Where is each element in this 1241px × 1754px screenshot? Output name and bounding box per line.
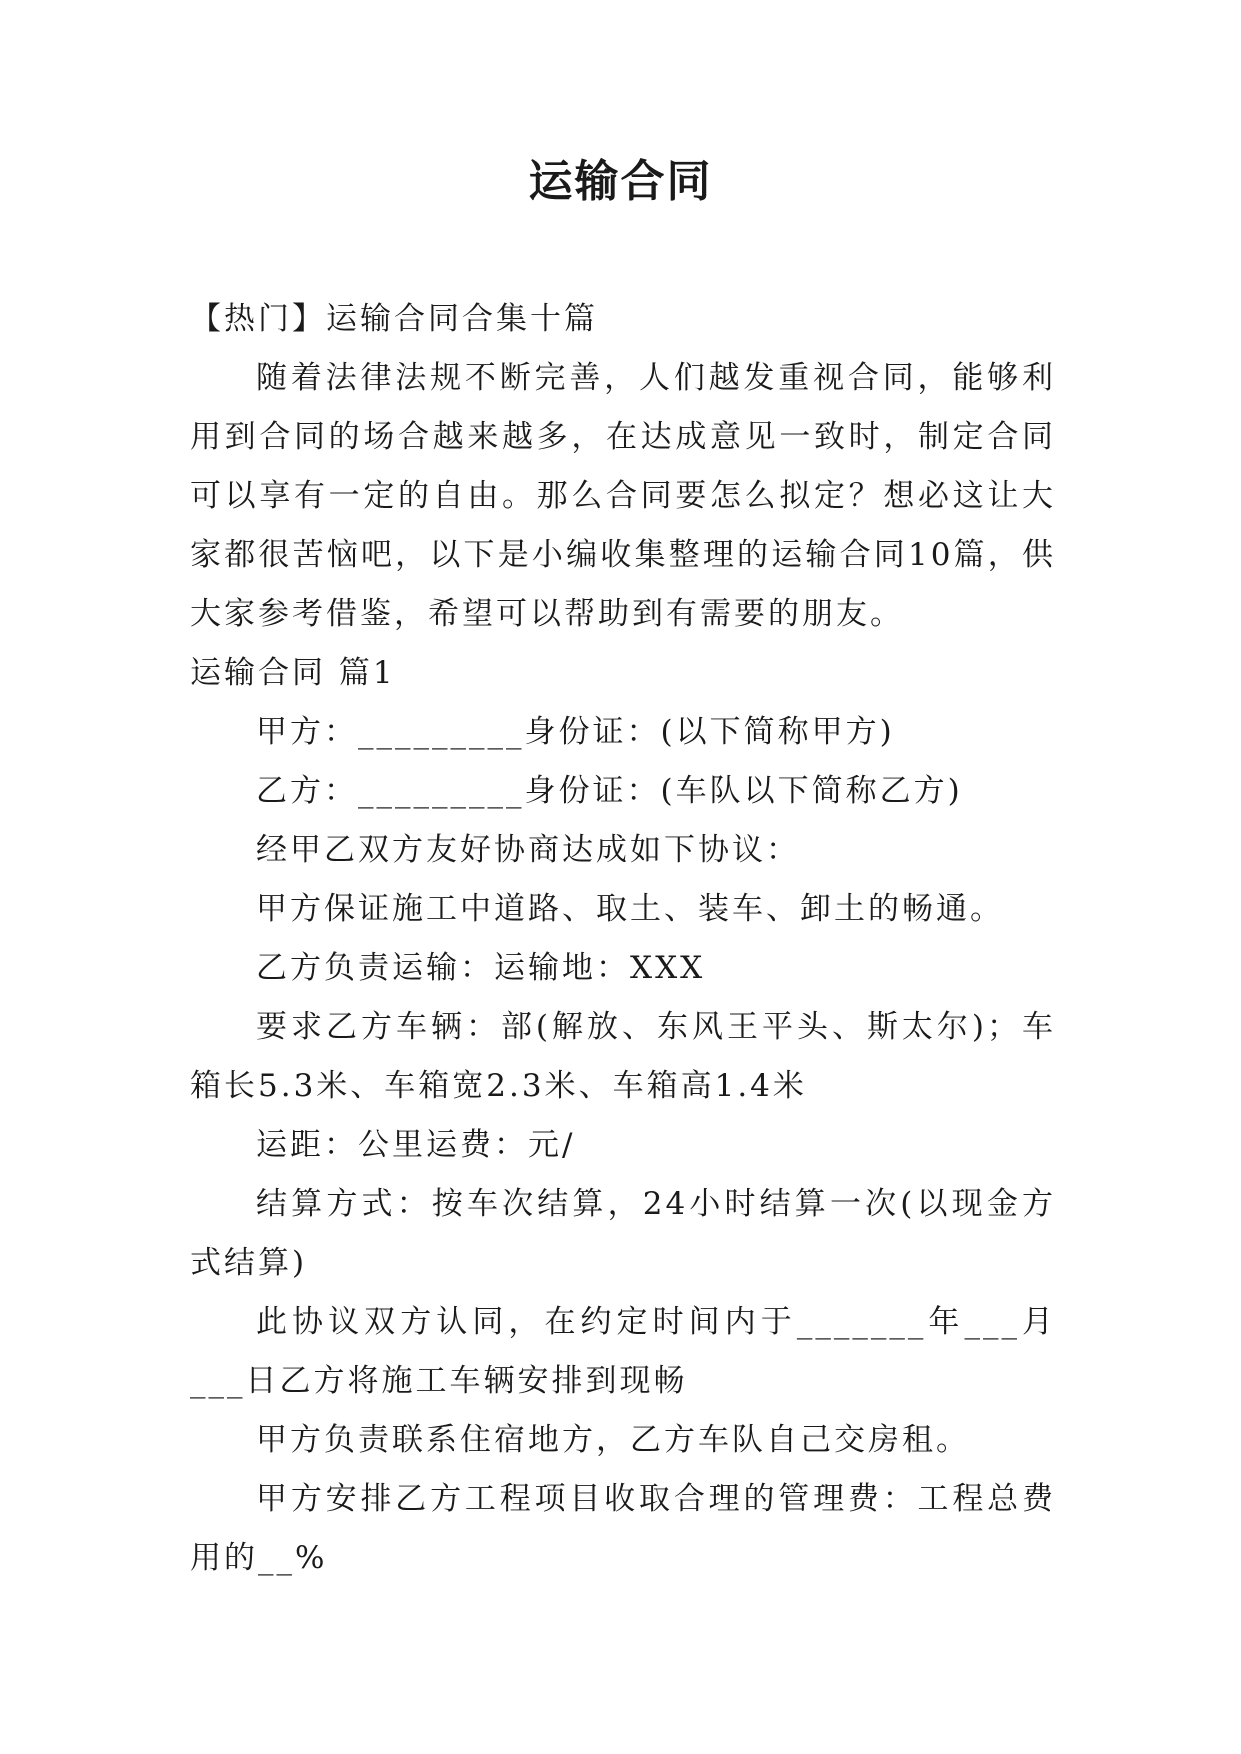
party-a-line: 甲方：_________身份证：(以下简称甲方)	[256, 714, 895, 750]
clause-accommodation: 甲方负责联系住宿地方，乙方车队自己交房租。	[256, 1422, 970, 1458]
agreement-intro: 经甲乙双方友好协商达成如下协议：	[256, 832, 800, 868]
clause-distance-fee: 运距：公里运费：元/	[256, 1127, 576, 1163]
intro-paragraph: 随着法律法规不断完善，人们越发重视合同，能够利用到合同的场合越来越多，在达成意见一致时，制定合同可以享有一定的自由。那么合同要怎么拟定？想必这让大家都很苦恼吧，以下是小编收集整理的运输合同10篇，供大家参考借鉴，希望可以帮助到有需要的朋友。	[190, 360, 1056, 632]
document-body	[190, 290, 1056, 1588]
clause-transport-location: 乙方负责运输：运输地：XXX	[256, 950, 706, 986]
clause-management-fee: 甲方安排乙方工程项目收取合理的管理费：工程总费用的__%	[190, 1481, 1056, 1576]
clause-schedule: 此协议双方认同，在约定时间内于_______年___月___日乙方将施工车辆安排到现畅	[190, 1304, 1056, 1399]
clause-vehicle-requirements: 要求乙方车辆：部(解放、东风王平头、斯太尔)；车箱长5.3米、车箱宽2.3米、车箱高1.4米	[190, 1009, 1056, 1104]
clause-road-access: 甲方保证施工中道路、取土、装车、卸土的畅通。	[256, 891, 1004, 927]
subtitle-line: 【热门】运输合同合集十篇	[190, 301, 598, 337]
clause-settlement: 结算方式：按车次结算，24小时结算一次(以现金方式结算)	[190, 1186, 1056, 1281]
document-title: 运输合同	[528, 156, 713, 207]
party-b-line: 乙方：_________身份证：(车队以下简称乙方)	[256, 773, 963, 809]
section-heading: 运输合同 篇1	[190, 655, 396, 691]
